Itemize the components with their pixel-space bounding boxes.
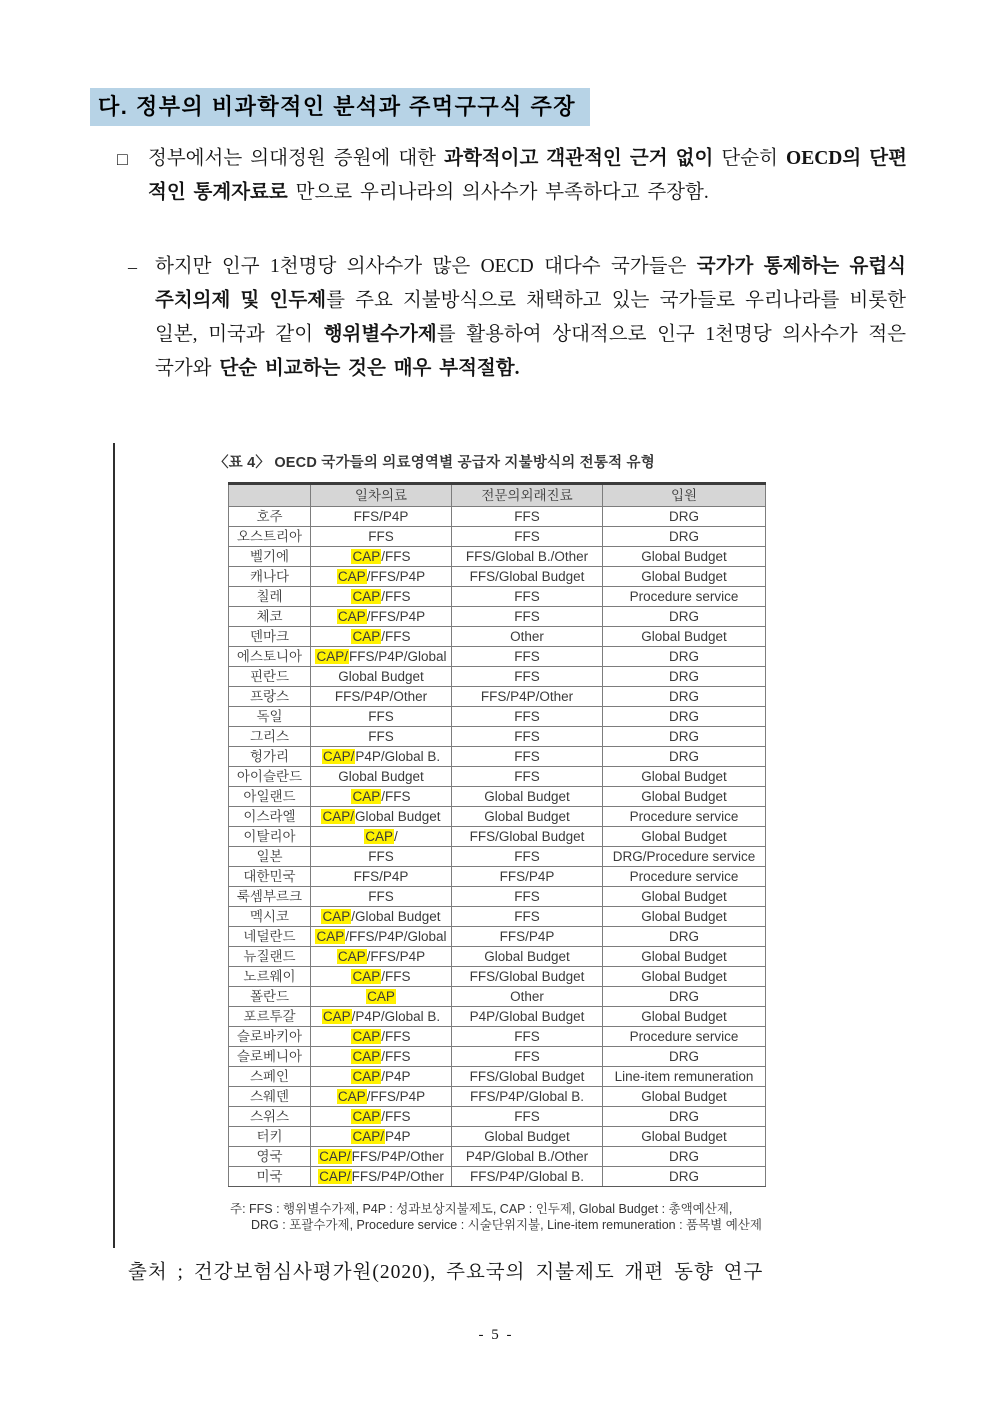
cell-inpatient: DRG — [603, 1047, 766, 1067]
cap-highlight: CAP — [352, 1069, 381, 1084]
cell-specialist-outpatient: FFS/P4P — [452, 867, 603, 887]
cell-primary-care: CAP/FFS/P4P — [311, 947, 452, 967]
cell-country: 이스라엘 — [229, 807, 311, 827]
cell-inpatient: DRG — [603, 747, 766, 767]
cap-highlight: CAP — [352, 589, 381, 604]
cell-inpatient: Global Budget — [603, 887, 766, 907]
cell-primary-care: CAP/Global Budget — [311, 807, 452, 827]
table-row — [229, 667, 766, 687]
cap-highlight: CAP — [337, 949, 366, 964]
cell-primary-care: CAP/P4P — [311, 1127, 452, 1147]
cell-specialist-outpatient: Global Budget — [452, 1127, 603, 1147]
cap-highlight: CAP — [322, 1009, 351, 1024]
cell-specialist-outpatient: FFS/Global Budget — [452, 567, 603, 587]
cell-specialist-outpatient: Other — [452, 987, 603, 1007]
section-heading: 다. 정부의 비과학적인 분석과 주먹구구식 주장 — [90, 88, 590, 126]
margin-change-bar — [113, 443, 115, 1248]
cell-specialist-outpatient: FFS — [452, 607, 603, 627]
cell-inpatient: DRG — [603, 1107, 766, 1127]
cell-specialist-outpatient: FFS/Global Budget — [452, 827, 603, 847]
table-row — [229, 967, 766, 987]
cell-specialist-outpatient: FFS — [452, 767, 603, 787]
cell-inpatient: DRG — [603, 527, 766, 547]
cell-country: 에스토니아 — [229, 647, 311, 667]
cell-country: 노르웨이 — [229, 967, 311, 987]
table-row — [229, 847, 766, 867]
cap-highlight: CAP — [352, 549, 381, 564]
col-header-country — [229, 484, 311, 507]
oecd-payment-methods-table — [228, 482, 766, 1187]
table-row — [229, 827, 766, 847]
cell-country: 미국 — [229, 1167, 311, 1187]
table-row — [229, 527, 766, 547]
cap-highlight: CAP — [352, 1049, 381, 1064]
cell-specialist-outpatient: FFS — [452, 587, 603, 607]
table-row — [229, 647, 766, 667]
table-notes — [230, 1201, 762, 1233]
cell-country: 폴란드 — [229, 987, 311, 1007]
cap-highlight: CAP — [352, 789, 381, 804]
col-header-primary-care: 일차의료 — [311, 484, 452, 507]
cell-primary-care: FFS/P4P — [311, 867, 452, 887]
note-line-2: DRG : 포괄수가제, Procedure service : 시술단위지불, Line-item remuneration : 품목별 예산제 — [251, 1218, 762, 1232]
source-citation: 출처 ; 건강보험심사평가원(2020), 주요국의 지불제도 개편 동향 연구 — [128, 1262, 764, 1283]
cell-primary-care: FFS — [311, 847, 452, 867]
cell-primary-care: CAP/FFS/P4P — [311, 607, 452, 627]
table-row — [229, 1087, 766, 1107]
table-row — [229, 947, 766, 967]
cell-specialist-outpatient: FFS — [452, 647, 603, 667]
cell-primary-care: FFS/P4P — [311, 507, 452, 527]
table-row — [229, 1027, 766, 1047]
table-row — [229, 807, 766, 827]
note-line-1: 주: FFS : 행위별수가제, P4P : 성과보상지불제도, CAP : 인두제, Global Budget : 총액예산제, — [230, 1202, 733, 1216]
cell-primary-care: Global Budget — [311, 767, 452, 787]
cell-primary-care: CAP/FFS/P4P/Other — [311, 1147, 452, 1167]
cell-primary-care: CAP/FFS — [311, 787, 452, 807]
paragraph-counterargument-text: 하지만 인구 1천명당 의사수가 많은 OECD 대다수 국가들은 국가가 통제하는 유럽식 주치의제 및 인두제를 주요 지불방식으로 채택하고 있는 국가들로 우리나라를 비롯한 일본, 미국과 같이 행위별수가제를 활용하여 상대적으로 인구 1천명당 의사수가 적은 국가와 단순 비교하는 것은 매우 부적절함. — [155, 256, 906, 379]
cell-primary-care: FFS/P4P/Other — [311, 687, 452, 707]
cell-inpatient: Global Budget — [603, 567, 766, 587]
cell-inpatient: DRG — [603, 987, 766, 1007]
cell-inpatient: Global Budget — [603, 967, 766, 987]
table-row — [229, 1127, 766, 1147]
cell-country: 호주 — [229, 507, 311, 527]
cell-country: 프랑스 — [229, 687, 311, 707]
table-row — [229, 547, 766, 567]
cell-country: 아이슬란드 — [229, 767, 311, 787]
cap-highlight: CAP — [352, 629, 381, 644]
cell-inpatient: DRG — [603, 727, 766, 747]
cell-specialist-outpatient: Global Budget — [452, 947, 603, 967]
cell-inpatient: Global Budget — [603, 947, 766, 967]
cell-specialist-outpatient: FFS — [452, 887, 603, 907]
cell-country: 터키 — [229, 1127, 311, 1147]
cell-primary-care: FFS — [311, 707, 452, 727]
cell-country: 칠레 — [229, 587, 311, 607]
cap-highlight: CAP — [337, 1089, 366, 1104]
cell-specialist-outpatient: FFS — [452, 907, 603, 927]
cap-highlight: CAP/ — [316, 649, 348, 664]
payment-table-body — [229, 507, 766, 1187]
cell-inpatient: DRG — [603, 667, 766, 687]
cell-primary-care: CAP/ — [311, 827, 452, 847]
table-header-row — [229, 484, 766, 507]
cell-country: 포르투갈 — [229, 1007, 311, 1027]
cell-primary-care: CAP/FFS/P4P/Other — [311, 1167, 452, 1187]
cell-inpatient: DRG — [603, 707, 766, 727]
cell-inpatient: DRG — [603, 687, 766, 707]
table-row — [229, 927, 766, 947]
cell-inpatient: DRG — [603, 647, 766, 667]
cell-inpatient: Global Budget — [603, 907, 766, 927]
table-row — [229, 787, 766, 807]
cap-highlight: CAP — [352, 1029, 381, 1044]
cell-primary-care: CAP/FFS/P4P/Global — [311, 927, 452, 947]
cell-specialist-outpatient: FFS/P4P/Global B. — [452, 1167, 603, 1187]
cell-inpatient: Global Budget — [603, 1087, 766, 1107]
cap-highlight: CAP — [365, 829, 393, 844]
cell-country: 캐나다 — [229, 567, 311, 587]
cell-country: 슬로베니아 — [229, 1047, 311, 1067]
cell-inpatient: Procedure service — [603, 1027, 766, 1047]
cell-primary-care: CAP/FFS/P4P/Global — [311, 647, 452, 667]
cell-specialist-outpatient: FFS — [452, 707, 603, 727]
cell-primary-care: CAP/FFS/P4P — [311, 567, 452, 587]
col-header-specialist-outpatient: 전문의외래진료 — [452, 484, 603, 507]
cell-specialist-outpatient: FFS — [452, 667, 603, 687]
cell-country: 영국 — [229, 1147, 311, 1167]
cell-country: 헝가리 — [229, 747, 311, 767]
table-row — [229, 727, 766, 747]
table-row — [229, 1047, 766, 1067]
table-row — [229, 707, 766, 727]
table-row — [229, 607, 766, 627]
cell-country: 그리스 — [229, 727, 311, 747]
table-row — [229, 867, 766, 887]
cell-specialist-outpatient: P4P/Global Budget — [452, 1007, 603, 1027]
cell-inpatient: Global Budget — [603, 767, 766, 787]
cap-highlight: CAP — [316, 929, 345, 944]
cell-inpatient: Global Budget — [603, 547, 766, 567]
table-row — [229, 887, 766, 907]
cell-specialist-outpatient: Global Budget — [452, 787, 603, 807]
cell-country: 벨기에 — [229, 547, 311, 567]
cell-country: 스페인 — [229, 1067, 311, 1087]
cell-inpatient: Line-item remuneration — [603, 1067, 766, 1087]
cell-specialist-outpatient: FFS — [452, 1107, 603, 1127]
cell-primary-care: CAP/P4P — [311, 1067, 452, 1087]
cell-country: 룩셈부르크 — [229, 887, 311, 907]
cell-primary-care: FFS — [311, 527, 452, 547]
cell-country: 이탈리아 — [229, 827, 311, 847]
cell-inpatient: Global Budget — [603, 827, 766, 847]
cell-primary-care: CAP/FFS — [311, 1107, 452, 1127]
cell-primary-care: CAP/Global Budget — [311, 907, 452, 927]
cell-primary-care: CAP/P4P/Global B. — [311, 747, 452, 767]
cell-primary-care: FFS — [311, 727, 452, 747]
square-bullet-icon: □ — [117, 149, 128, 169]
cell-specialist-outpatient: FFS — [452, 727, 603, 747]
cell-inpatient: DRG — [603, 507, 766, 527]
cell-country: 핀란드 — [229, 667, 311, 687]
cell-specialist-outpatient: FFS/Global Budget — [452, 967, 603, 987]
cell-country: 네덜란드 — [229, 927, 311, 947]
cell-inpatient: DRG/Procedure service — [603, 847, 766, 867]
paragraph-counterargument — [128, 250, 906, 386]
table-row — [229, 747, 766, 767]
cell-primary-care: FFS — [311, 887, 452, 907]
table-row — [229, 587, 766, 607]
cap-highlight: CAP — [322, 909, 351, 924]
table-row — [229, 767, 766, 787]
cell-specialist-outpatient: FFS — [452, 527, 603, 547]
cell-inpatient: Procedure service — [603, 807, 766, 827]
cell-specialist-outpatient: FFS/P4P/Other — [452, 687, 603, 707]
cell-primary-care: CAP/FFS — [311, 627, 452, 647]
cell-primary-care: Global Budget — [311, 667, 452, 687]
table-row — [229, 1147, 766, 1167]
cap-highlight: CAP — [352, 969, 381, 984]
cell-inpatient: Global Budget — [603, 1007, 766, 1027]
table-row — [229, 627, 766, 647]
cap-highlight: CAP/ — [322, 809, 354, 824]
cell-country: 슬로바키아 — [229, 1027, 311, 1047]
cell-inpatient: Global Budget — [603, 627, 766, 647]
cell-inpatient: DRG — [603, 1147, 766, 1167]
cell-specialist-outpatient: FFS — [452, 1047, 603, 1067]
cell-primary-care: CAP/FFS — [311, 547, 452, 567]
cell-inpatient: Procedure service — [603, 587, 766, 607]
cell-primary-care: CAP/P4P/Global B. — [311, 1007, 452, 1027]
cell-specialist-outpatient: FFS/P4P/Global B. — [452, 1087, 603, 1107]
cell-country: 대한민국 — [229, 867, 311, 887]
cap-highlight: CAP/ — [319, 1149, 351, 1164]
table-caption: 〈표 4〉 OECD 국가들의 의료영역별 공급자 지불방식의 전통적 유형 — [214, 455, 655, 471]
cell-inpatient: Global Budget — [603, 1127, 766, 1147]
cap-highlight: CAP/ — [322, 749, 355, 764]
table-row — [229, 507, 766, 527]
page-number: - 5 - — [478, 1327, 514, 1343]
paragraph-government-claim-text: 정부에서는 의대정원 증원에 대한 과학적이고 객관적인 근거 없이 단순히 OECD의 단편적인 통계자료로 만으로 우리나라의 의사수가 부족하다고 주장함. — [148, 148, 907, 203]
cell-specialist-outpatient: FFS — [452, 847, 603, 867]
cell-specialist-outpatient: Global Budget — [452, 807, 603, 827]
cell-primary-care: CAP/FFS — [311, 587, 452, 607]
cell-country: 덴마크 — [229, 627, 311, 647]
cap-highlight: CAP — [337, 609, 366, 624]
cell-specialist-outpatient: Other — [452, 627, 603, 647]
cap-highlight: CAP — [352, 1109, 381, 1124]
cell-country: 스위스 — [229, 1107, 311, 1127]
cell-inpatient: DRG — [603, 607, 766, 627]
table-row — [229, 987, 766, 1007]
cell-specialist-outpatient: P4P/Global B./Other — [452, 1147, 603, 1167]
cell-specialist-outpatient: FFS/Global B./Other — [452, 547, 603, 567]
cell-country: 스웨덴 — [229, 1087, 311, 1107]
cell-primary-care: CAP/FFS — [311, 967, 452, 987]
cell-country: 체코 — [229, 607, 311, 627]
cap-highlight: CAP/ — [319, 1169, 351, 1184]
paragraph-government-claim — [117, 142, 907, 210]
cell-inpatient: DRG — [603, 1167, 766, 1187]
cell-specialist-outpatient: FFS — [452, 747, 603, 767]
cell-primary-care: CAP/FFS/P4P — [311, 1087, 452, 1107]
table-row — [229, 907, 766, 927]
cell-inpatient: DRG — [603, 927, 766, 947]
cell-country: 멕시코 — [229, 907, 311, 927]
cell-primary-care: CAP/FFS — [311, 1047, 452, 1067]
cell-country: 뉴질랜드 — [229, 947, 311, 967]
table-row — [229, 1107, 766, 1127]
cell-country: 독일 — [229, 707, 311, 727]
cell-specialist-outpatient: FFS — [452, 507, 603, 527]
cap-highlight: CAP — [337, 569, 366, 584]
cap-highlight: CAP — [367, 989, 395, 1004]
cap-highlight: CAP/ — [352, 1129, 384, 1144]
dash-bullet-icon: – — [128, 257, 137, 277]
cell-inpatient: Procedure service — [603, 867, 766, 887]
table-row — [229, 567, 766, 587]
cell-country: 일본 — [229, 847, 311, 867]
cell-specialist-outpatient: FFS — [452, 1027, 603, 1047]
table-row — [229, 1167, 766, 1187]
cell-specialist-outpatient: FFS/Global Budget — [452, 1067, 603, 1087]
cell-inpatient: Global Budget — [603, 787, 766, 807]
cell-country: 오스트리아 — [229, 527, 311, 547]
cell-primary-care — [311, 987, 452, 1007]
table-row — [229, 1067, 766, 1087]
cell-primary-care: CAP/FFS — [311, 1027, 452, 1047]
table-row — [229, 687, 766, 707]
table-row — [229, 1007, 766, 1027]
cell-country: 아일랜드 — [229, 787, 311, 807]
col-header-inpatient: 입원 — [603, 484, 766, 507]
cell-specialist-outpatient: FFS/P4P — [452, 927, 603, 947]
